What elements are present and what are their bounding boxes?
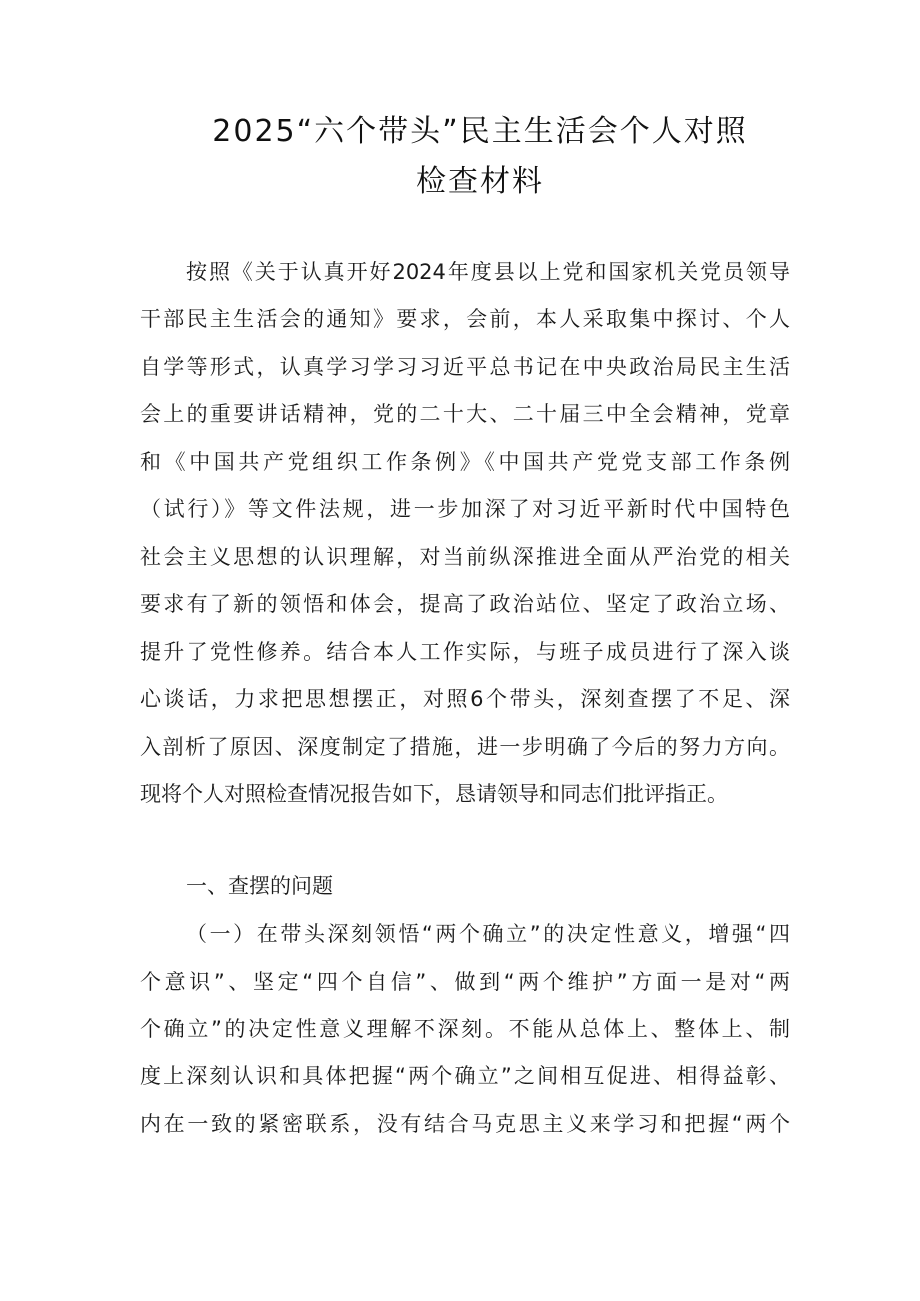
section-paragraph-line: 度上深刻认识和具体把握“两个确立”之间相互促进、相得益彰、 bbox=[140, 1064, 790, 1088]
section-paragraph-line: 个意识”、坚定“四个自信”、做到“两个维护”方面一是对“两 bbox=[140, 970, 790, 994]
intro-paragraph-line: 干部民主生活会的通知》要求，会前，本人采取集中探讨、个人 bbox=[140, 307, 790, 331]
section-paragraph-line: （一）在带头深刻领悟“两个确立”的决定性意义，增强“四 bbox=[186, 922, 790, 946]
intro-paragraph-line: 和《中国共产党组织工作条例》《中国共产党党支部工作条例 bbox=[140, 450, 790, 474]
intro-paragraph-line: 入剖析了原因、深度制定了措施，进一步明确了今后的努力方向。 bbox=[140, 735, 790, 759]
document-title-line-1: 2025“六个带头”民主生活会个人对照 bbox=[212, 114, 748, 149]
intro-paragraph-line: 会上的重要讲话精神，党的二十大、二十届三中全会精神，党章 bbox=[140, 402, 790, 426]
intro-paragraph-line: 按照《关于认真开好2024年度县以上党和国家机关党员领导 bbox=[186, 260, 790, 284]
section-heading: 一、查摆的问题 bbox=[186, 874, 333, 898]
document-title-line-2: 检查材料 bbox=[416, 164, 544, 199]
intro-paragraph-line: 要求有了新的领悟和体会，提高了政治站位、坚定了政治立场、 bbox=[140, 592, 790, 616]
section-paragraph-line: 内在一致的紧密联系，没有结合马克思主义来学习和把握“两个 bbox=[140, 1112, 790, 1136]
section-paragraph-line: 个确立”的决定性意义理解不深刻。不能从总体上、整体上、制 bbox=[140, 1017, 790, 1041]
intro-paragraph-line: （试行）》等文件法规，进一步加深了对习近平新时代中国特色 bbox=[140, 497, 790, 521]
intro-paragraph-line: 自学等形式，认真学习学习习近平总书记在中央政治局民主生活 bbox=[140, 355, 790, 379]
intro-paragraph-line: 现将个人对照检查情况报告如下，恳请领导和同志们批评指正。 bbox=[140, 782, 728, 806]
intro-paragraph-line: 心谈话，力求把思想摆正，对照6个带头，深刻查摆了不足、深 bbox=[140, 687, 790, 711]
intro-paragraph-line: 提升了党性修养。结合本人工作实际，与班子成员进行了深入谈 bbox=[140, 640, 790, 664]
intro-paragraph-line: 社会主义思想的认识理解，对当前纵深推进全面从严治党的相关 bbox=[140, 545, 790, 569]
